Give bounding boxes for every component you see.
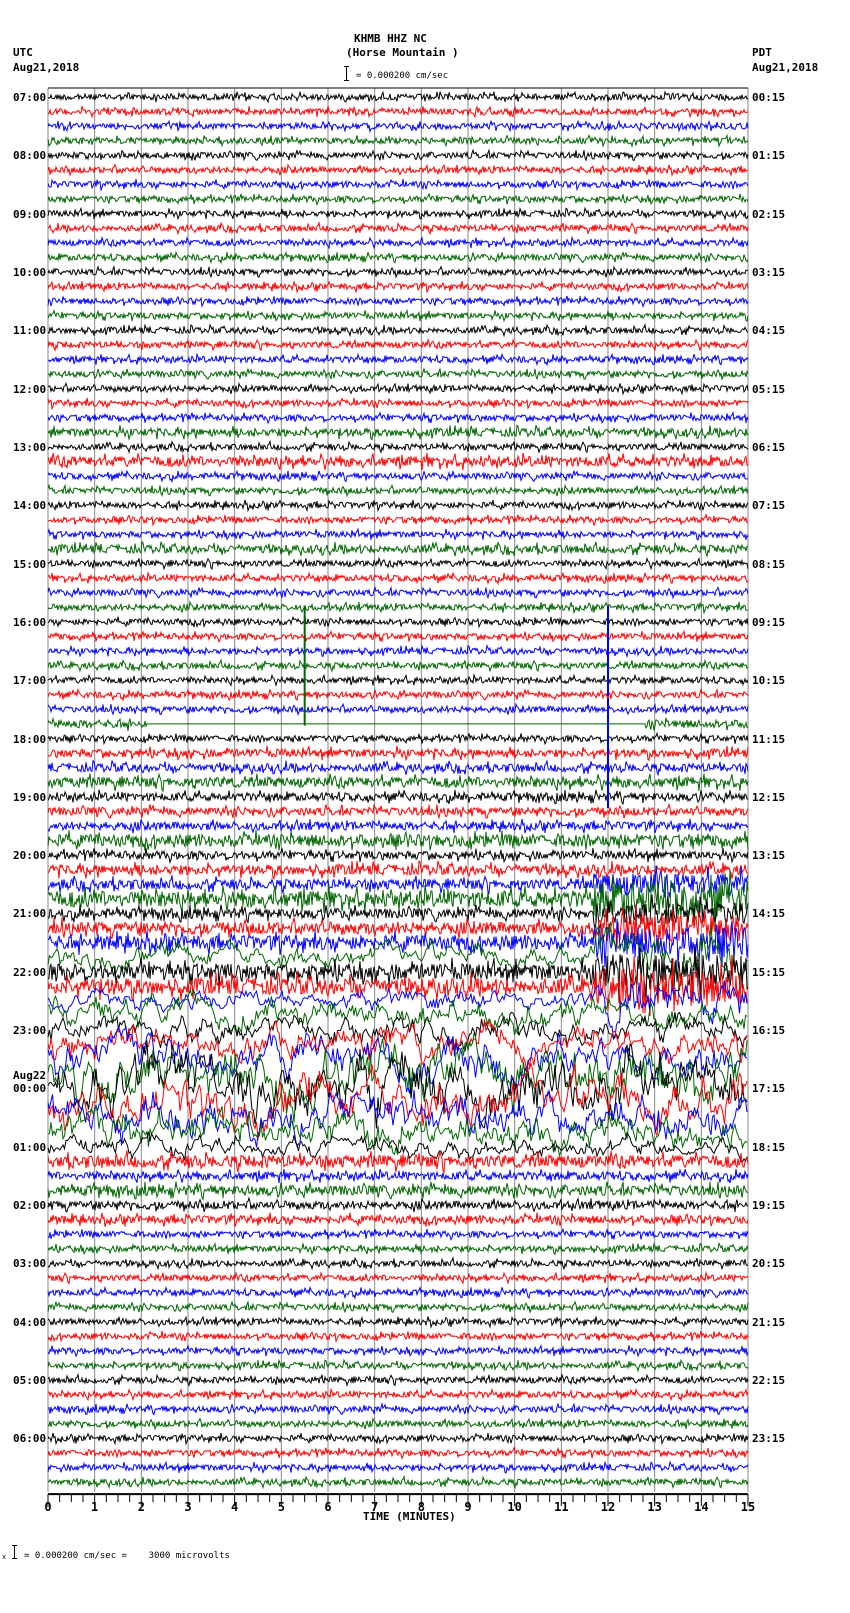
trace-line [48,774,748,792]
footer-scale-bar-icon [14,1545,15,1559]
utc-hour-label: 06:00 [13,1432,47,1446]
trace-line [48,1404,748,1415]
trace-line [48,660,748,671]
trace-line [48,1182,748,1200]
x-tick-label: 7 [371,1500,379,1514]
trace-line [48,208,748,219]
pdt-hour-label: 11:15 [752,732,786,746]
pdt-hour-label: 23:15 [752,1432,786,1446]
trace-line [48,1302,748,1313]
trace-line [48,369,748,379]
trace-line [48,135,748,146]
pdt-hour-label: 14:15 [752,907,786,921]
x-tick-label: 4 [231,1500,239,1514]
left-timezone: UTC [13,46,33,59]
trace-line [48,1477,748,1488]
utc-hour-label: 05:00 [13,1374,47,1388]
trace-line [48,500,748,511]
trace-line [48,165,748,176]
trace-line [48,542,748,556]
trace-line [48,830,748,851]
pdt-hour-label: 15:15 [752,965,786,979]
trace-line [48,819,748,833]
trace-line [48,790,748,804]
trace-line [48,602,748,613]
pdt-hour-label: 01:15 [752,149,786,163]
pdt-hour-label: 10:15 [752,674,786,688]
x-tick-label: 12 [600,1500,616,1514]
utc-hour-label: 08:00 [13,149,47,163]
x-tick-label: 0 [44,1500,52,1514]
trace-line [48,1360,748,1371]
trace-line [48,281,748,292]
trace-line [48,631,748,642]
utc-hour-label: 09:00 [13,207,47,221]
utc-hour-label: 19:00 [13,790,47,804]
trace-line [48,1273,748,1284]
x-tick-label: 14 [694,1500,709,1514]
utc-hour-label: 12:00 [13,382,47,396]
utc-hour-label: 16:00 [13,615,47,629]
x-tick-label: 15 [740,1500,756,1514]
pdt-hour-label: 16:15 [752,1024,786,1038]
trace-line [48,1419,748,1430]
trace-line [48,804,748,818]
utc-hour-label: 13:00 [13,440,47,454]
x-tick-label: 8 [417,1500,425,1514]
footer-prefix: x [2,1553,7,1561]
trace-line [48,238,748,248]
pdt-hour-label: 06:15 [752,440,786,454]
pdt-hour-label: 18:15 [752,1140,786,1154]
x-tick-label: 2 [137,1500,145,1514]
pdt-hour-label: 07:15 [752,499,786,513]
pdt-hour-label: 03:15 [752,265,786,279]
x-tick-label: 13 [647,1500,662,1514]
utc-hour-label: 14:00 [13,499,47,513]
trace-line [48,485,748,496]
utc-hour-label: 07:00 [13,91,47,104]
pdt-hour-label: 08:15 [752,557,786,571]
right-timezone: PDT [752,46,772,59]
pdt-hour-label: 02:15 [752,207,786,221]
trace-line [48,340,748,351]
x-axis-label: TIME (MINUTES) [363,1510,456,1523]
trace-line [48,529,748,540]
trace-line [48,515,748,525]
trace-line [48,1433,748,1444]
trace-line [48,106,748,117]
utc-hour-label: 23:00 [13,1024,47,1038]
pdt-hour-label: 20:15 [752,1257,786,1271]
trace-line [48,296,748,306]
trace-line [48,861,748,879]
trace-line [48,1287,748,1298]
trace-line [48,1258,748,1269]
pdt-hour-label: 21:15 [752,1315,786,1329]
trace-line [48,413,748,424]
trace-line [48,1316,748,1327]
trace-line [48,761,748,775]
x-tick-label: 6 [324,1500,332,1514]
x-tick-label: 1 [91,1500,99,1514]
trace-line [48,733,748,743]
pdt-hour-label: 13:15 [752,849,786,863]
trace-line [48,1213,748,1227]
trace-line [48,718,748,731]
pdt-hour-label: 17:15 [752,1082,786,1096]
footer-scale-label: = 0.000200 cm/sec = 3000 microvolts [24,1551,230,1561]
trace-line [48,646,748,657]
pdt-hour-label: 12:15 [752,790,786,804]
trace-line [48,92,748,102]
trace-line [48,1331,748,1342]
trace-line [48,1105,747,1155]
station-title: KHMB HHZ NC [354,32,427,45]
pdt-hour-label: 04:15 [752,324,786,338]
trace-line [48,121,748,132]
trace-line [48,1229,748,1240]
trace-line [48,1448,748,1459]
pdt-hour-label: 22:15 [752,1374,786,1388]
utc-hour-label: 20:00 [13,849,47,863]
trace-line [48,1243,748,1254]
pdt-hour-label: 05:15 [752,382,786,396]
trace-line [48,252,748,263]
right-date: Aug21,2018 [752,61,819,74]
utc-hour-label: 01:00 [13,1140,47,1154]
trace-line [48,425,748,439]
left-date: Aug21,2018 [13,61,80,74]
trace-line [48,471,748,482]
station-location: (Horse Mountain ) [346,46,459,59]
trace-line [48,179,748,190]
trace-line [48,1389,748,1400]
trace-line [48,442,748,453]
scale-label: = 0.000200 cm/sec [356,71,449,81]
trace-line [48,573,748,584]
trace-line [48,588,748,598]
trace-line [48,354,748,365]
utc-hour-label: 17:00 [13,674,47,688]
trace-line [48,1090,747,1147]
utc-hour-label: 21:00 [13,907,47,921]
utc-hour-label: 10:00 [13,265,47,279]
trace-line [48,704,748,715]
pdt-hour-label: 00:15 [752,91,786,104]
x-tick-label: 11 [554,1500,569,1514]
trace-line [48,1198,748,1212]
trace-line [48,617,748,628]
trace-line [48,746,748,760]
trace-line [48,690,748,701]
trace-line [48,1169,748,1183]
trace-line [48,194,748,205]
trace-line [48,267,748,278]
trace-line [48,1063,747,1139]
trace-line [48,398,748,409]
trace-line [48,1375,748,1386]
x-tick-label: 9 [464,1500,472,1514]
utc-hour-label: 18:00 [13,732,47,746]
x-tick-label: 3 [184,1500,192,1514]
utc-hour-label: 15:00 [13,557,47,571]
trace-line [48,223,748,234]
trace-line [48,848,748,862]
trace-line [48,675,748,685]
trace-line [48,310,748,321]
trace-line [48,383,748,394]
pdt-hour-label: 09:15 [752,615,786,629]
trace-line [48,1346,748,1357]
utc-hour-label: 02:00 [13,1199,47,1213]
x-tick-label: 5 [277,1500,285,1514]
utc-hour-label: 04:00 [13,1315,47,1329]
trace-line [48,944,748,1003]
utc-hour-label: Aug22 00:00 [13,1069,47,1096]
trace-line [48,453,748,470]
trace-line [48,558,748,569]
utc-hour-label: 11:00 [13,324,47,338]
utc-hour-label: 22:00 [13,965,47,979]
trace-line [48,150,748,161]
x-tick-label: 10 [507,1500,522,1514]
trace-line [48,1462,748,1473]
pdt-hour-label: 19:15 [752,1199,786,1213]
trace-line [48,325,748,336]
utc-hour-label: 03:00 [13,1257,47,1271]
